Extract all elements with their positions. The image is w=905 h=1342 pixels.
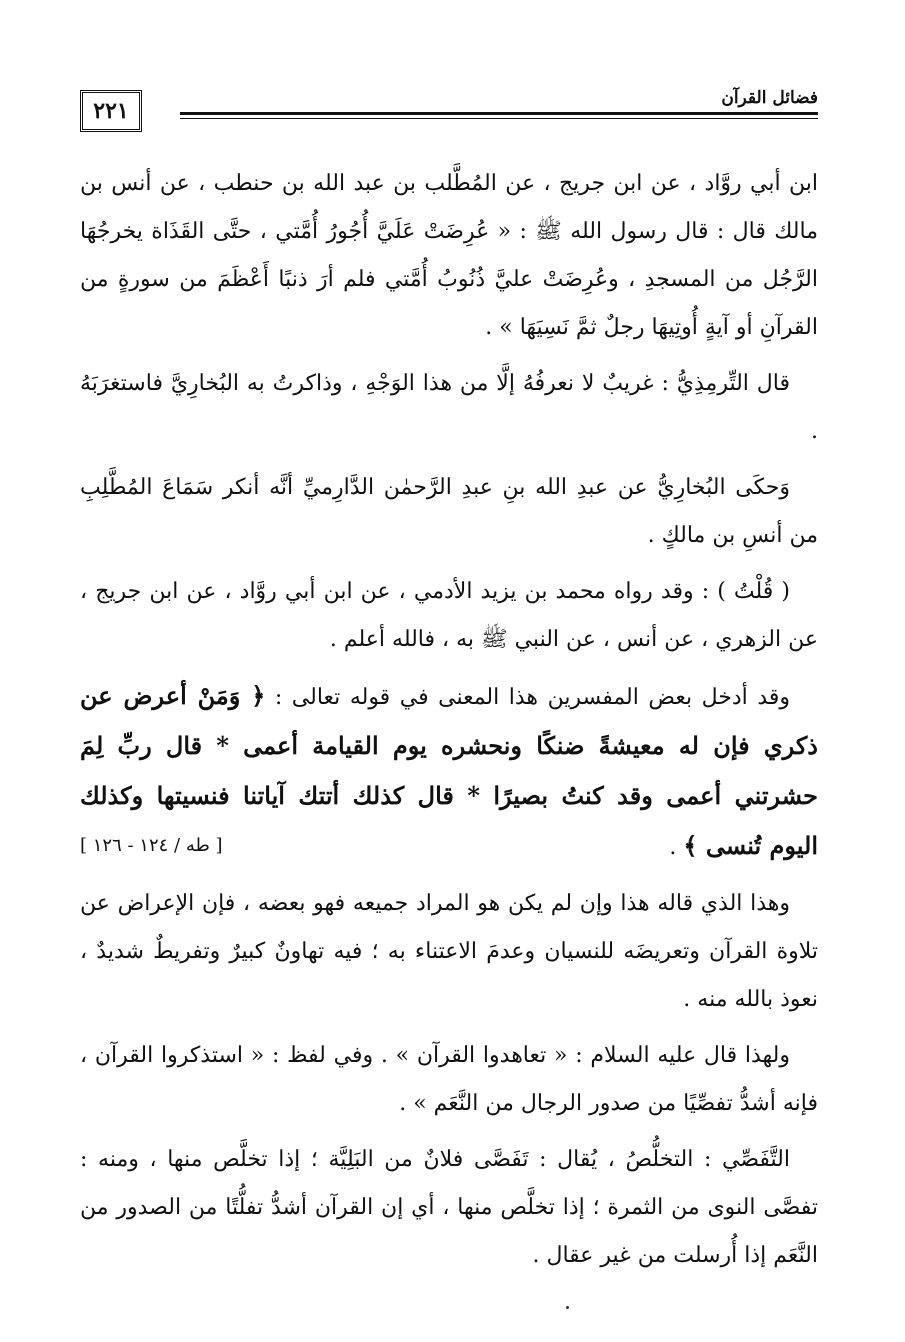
paragraph-bukhari: وَحكَى البُخارِيُّ عن عبدِ الله بنِ عبدِ الرَّحمٰن الدَّارِميِّ أنَّه أنكر سَمَاعَ المُطَّلِبِ من أنسِ بن مالكٍ . xyxy=(80,475,818,548)
paragraph-taahadu: ولهذا قال عليه السلام : « تعاهدوا القرآن » . وفي لفظ : « استذكروا القرآن ، فإنه أشدُّ تفصِّيًا من صدور الرجال من النَّعَم » . xyxy=(80,1043,818,1116)
page-header xyxy=(80,82,818,142)
quran-verse: ﴿ وَمَنْ أعرض عن ذكري فإن له معيشةً ضنكًا ونحشره يوم القيامة أعمى * قال ربِّ لِمَ حشرتني أعمى وقد كنتُ بصيرًا * قال كذلك أتتك آياتنا فنسيتها وكذلك اليوم تُنسى ﴾ xyxy=(80,681,818,860)
book-title: فضائل القرآن xyxy=(721,88,818,108)
quran-end: . xyxy=(669,835,684,860)
paragraph-commentary: وهذا الذي قاله هذا وإن لم يكن هو المراد جميعه فهو بعضه ، فإن الإعراض عن تلاوة القرآن وتعريضَه للنسيان وعدمَ الاعتناء به ؛ فيه تهاونٌ كبيرٌ وتفريطٌ شديدٌ ، نعوذ بالله منه . xyxy=(80,891,818,1012)
paragraph-hadith: ابن أبي روَّاد ، عن ابن جريج ، عن المُطَّلب بن عبد الله بن حنطب ، عن أنس بن مالك قال : قال رسول الله ﷺ : « عُرِضَتْ عَلَيَّ أُجُورُ أُمَّتي ، حتَّى القَذَاة يخرجُهَا الرَّجُل من المسجدِ ، وعُرِضَتْ عليَّ ذُنُوبُ أُمَّتي فلم أرَ ذنبًا أَعْظَمَ من سورةٍ من القرآنِ أو آيةٍ أُوتِيهَا رجلٌ ثمَّ نَسِيَهَا » . xyxy=(80,171,818,340)
paragraph-quran xyxy=(80,672,818,872)
paragraph-qultu: ( قُلْتُ ) : وقد رواه محمد بن يزيد الأدمي ، عن ابن أبي روَّاد ، عن ابن جريج ، عن الزهري ، عن أنس ، عن النبي ﷺ به ، فالله أعلم . xyxy=(80,579,818,652)
page-speck xyxy=(566,1306,569,1309)
header-rule-thin xyxy=(180,118,818,119)
page-number: ٢٢١ xyxy=(80,90,142,132)
quran-intro: وقد أدخل بعض المفسرين هذا المعنى في قوله تعالى : xyxy=(274,685,791,710)
page-body xyxy=(80,160,818,1288)
paragraph-tirmidhi: قال التِّرمِذِيُّ : غريبٌ لا نعرفُهُ إلَّا من هذا الوَجْهِ ، وذاكرتُ به البُخارِيَّ فاستغرَبَهُ . xyxy=(80,371,818,444)
quran-reference: [ طه / ١٢٤ - ١٢٦ ] xyxy=(80,835,223,856)
header-rule-thick xyxy=(180,112,818,115)
paragraph-tafassi: التَّفَصِّي : التخلُّصُ ، يُقال : تَفَصَّى فلانٌ من البَلِيَّة ؛ إذا تخلَّص منها ، ومنه : تفصَّى النوى من الثمرة ؛ إذا تخلَّص منها ، أي إن القرآن أشدُّ تفلُّتًا من الصدور من النَّعَم إذا أُرسلت من غير عقال . xyxy=(80,1147,818,1268)
